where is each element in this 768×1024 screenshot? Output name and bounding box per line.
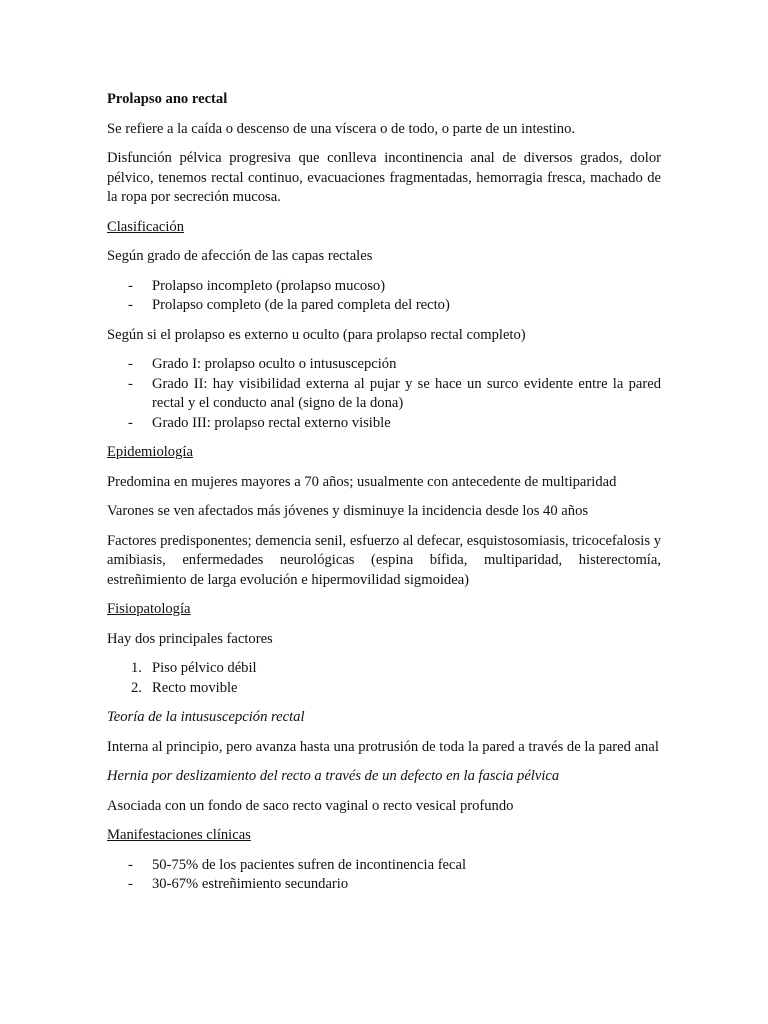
list-item-text: Grado II: hay visibilidad externa al pujar y se hace un surco evidente entre la pared rectal y el conducto anal (signo de la dona) bbox=[152, 375, 661, 411]
classification-list-2 bbox=[107, 355, 661, 433]
list-item-text: Prolapso incompleto (prolapso mucoso) bbox=[152, 277, 386, 294]
list-item-text: Piso pélvico débil bbox=[152, 660, 257, 676]
document-page bbox=[107, 90, 661, 905]
list-item bbox=[107, 659, 661, 679]
document-title: Prolapso ano rectal bbox=[107, 91, 228, 107]
epidemiology-paragraph-3: Factores predisponentes; demencia senil, esfuerzo al defecar, esquistosomiasis, tricocefalosis y amibiasis, enfermedades neurológicas (espina bífida, multiparidad, histerectomía, estreñimiento de larga evolución e hipermovilidad sigmoidea) bbox=[107, 532, 661, 588]
list-item bbox=[107, 375, 661, 414]
list-item bbox=[107, 277, 661, 297]
list-item bbox=[107, 355, 661, 375]
dash-marker: - bbox=[128, 414, 133, 431]
definition-paragraph: Se refiere a la caída o descenso de una víscera o de todo, o parte de un intestino. bbox=[107, 120, 576, 137]
list-item-text: 30-67% estreñimiento secundario bbox=[152, 876, 349, 892]
classification-criterion-2: Según si el prolapso es externo u oculto (para prolapso rectal completo) bbox=[107, 326, 526, 343]
dash-marker: - bbox=[128, 856, 133, 873]
section-heading-manifestaciones: Manifestaciones clínicas bbox=[107, 827, 251, 843]
dash-marker: - bbox=[128, 277, 133, 294]
dash-marker: - bbox=[128, 375, 133, 392]
classification-list-1 bbox=[107, 277, 661, 316]
dash-marker: - bbox=[128, 876, 133, 892]
list-item-text: Prolapso completo (de la pared completa del recto) bbox=[152, 297, 450, 313]
section-heading-epidemiologia: Epidemiología bbox=[107, 444, 193, 460]
theory-2-text: Asociada con un fondo de saco recto vaginal o recto vesical profundo bbox=[107, 797, 514, 814]
list-item bbox=[107, 875, 661, 895]
list-item-text: Grado I: prolapso oculto o intususcepción bbox=[152, 356, 397, 372]
list-item bbox=[107, 856, 661, 876]
list-item-text: Grado III: prolapso rectal externo visible bbox=[152, 414, 391, 431]
description-paragraph: Disfunción pélvica progresiva que conlleva incontinencia anal de diversos grados, dolor pélvico, tenemos rectal continuo, evacuaciones fragmentadas, hemorragia fresca, machado de la ropa por secreción mucosa. bbox=[107, 150, 661, 205]
list-item-text: Recto movible bbox=[152, 679, 238, 696]
theory-1-title: Teoría de la intususcepción rectal bbox=[107, 709, 305, 725]
epidemiology-paragraph-1: Predomina en mujeres mayores a 70 años; usualmente con antecedente de multiparidad bbox=[107, 473, 617, 490]
list-item bbox=[107, 679, 661, 699]
manifestations-list bbox=[107, 856, 661, 895]
list-item bbox=[107, 296, 661, 316]
theory-2-title: Hernia por deslizamiento del recto a través de un defecto en la fascia pélvica bbox=[107, 768, 560, 784]
list-item bbox=[107, 414, 661, 434]
epidemiology-paragraph-2: Varones se ven afectados más jóvenes y disminuye la incidencia desde los 40 años bbox=[107, 503, 589, 519]
pathophysiology-factors-list bbox=[107, 659, 661, 698]
number-marker: 1. bbox=[131, 660, 142, 676]
section-heading-fisiopatologia: Fisiopatología bbox=[107, 601, 191, 617]
section-heading-clasificacion: Clasificación bbox=[107, 218, 184, 235]
dash-marker: - bbox=[128, 297, 133, 313]
dash-marker: - bbox=[128, 356, 133, 372]
number-marker: 2. bbox=[131, 679, 142, 696]
classification-criterion-1: Según grado de afección de las capas rectales bbox=[107, 248, 373, 264]
list-item-text: 50-75% de los pacientes sufren de incontinencia fecal bbox=[152, 856, 467, 873]
pathophysiology-intro: Hay dos principales factores bbox=[107, 630, 273, 647]
theory-1-text: Interna al principio, pero avanza hasta una protrusión de toda la pared a través de la pared anal bbox=[107, 738, 659, 755]
